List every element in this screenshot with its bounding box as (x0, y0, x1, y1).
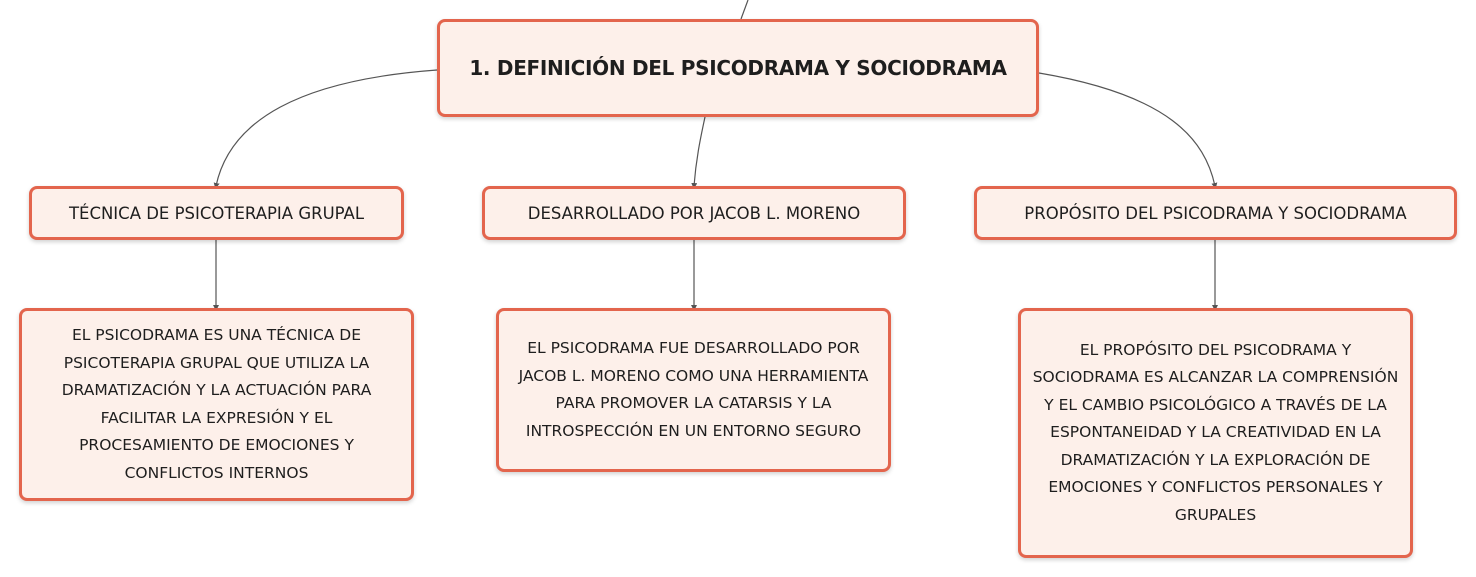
branch-node-proposito[interactable] (974, 186, 1457, 240)
root-topic-title: 1. DEFINICIÓN DEL PSICODRAMA Y SOCIODRAMA (469, 56, 1007, 80)
root-topic-node[interactable] (437, 19, 1039, 117)
detail-text-tecnica: EL PSICODRAMA ES UNA TÉCNICA DE PSICOTERAPIA GRUPAL QUE UTILIZA LA DRAMATIZACIÓN Y LA ACTUACIÓN PARA FACILITAR LA EXPRESIÓN Y EL PROCESAMIENTO DE EMOCIONES Y CONFLICTOS INTERNOS (61, 326, 372, 482)
branch-node-desarrollado[interactable] (482, 186, 906, 240)
connector-root-to-branch-1 (216, 70, 437, 186)
branch-label-proposito: PROPÓSITO DEL PSICODRAMA Y SOCIODRAMA (1024, 203, 1407, 223)
connector-parent-to-root (741, 0, 748, 19)
detail-text-desarrollado: EL PSICODRAMA FUE DESARROLLADO POR JACOB L. MORENO COMO UNA HERRAMIENTA PARA PROMOVER LA CATARSIS Y LA INTROSPECCIÓN EN UN ENTORNO SEGURO (518, 339, 869, 440)
branch-node-tecnica[interactable] (29, 186, 404, 240)
detail-node-proposito[interactable] (1018, 308, 1413, 558)
connector-root-to-branch-3 (1039, 73, 1215, 186)
detail-node-tecnica[interactable] (19, 308, 414, 501)
connector-root-to-branch-2 (694, 117, 705, 186)
detail-node-desarrollado[interactable] (496, 308, 891, 472)
detail-text-proposito: EL PROPÓSITO DEL PSICODRAMA Y SOCIODRAMA ES ALCANZAR LA COMPRENSIÓN Y EL CAMBIO PSICOLÓGICO A TRAVÉS DE LA ESPONTANEIDAD Y LA CREATIVIDAD EN LA DRAMATIZACIÓN Y LA EXPLORACIÓN DE EMOCIONES Y CONFLICTOS PERSONALES Y GRUPALES (1032, 340, 1399, 524)
branch-label-tecnica: TÉCNICA DE PSICOTERAPIA GRUPAL (68, 203, 365, 223)
branch-label-desarrollado: DESARROLLADO POR JACOB L. MORENO (527, 203, 861, 223)
